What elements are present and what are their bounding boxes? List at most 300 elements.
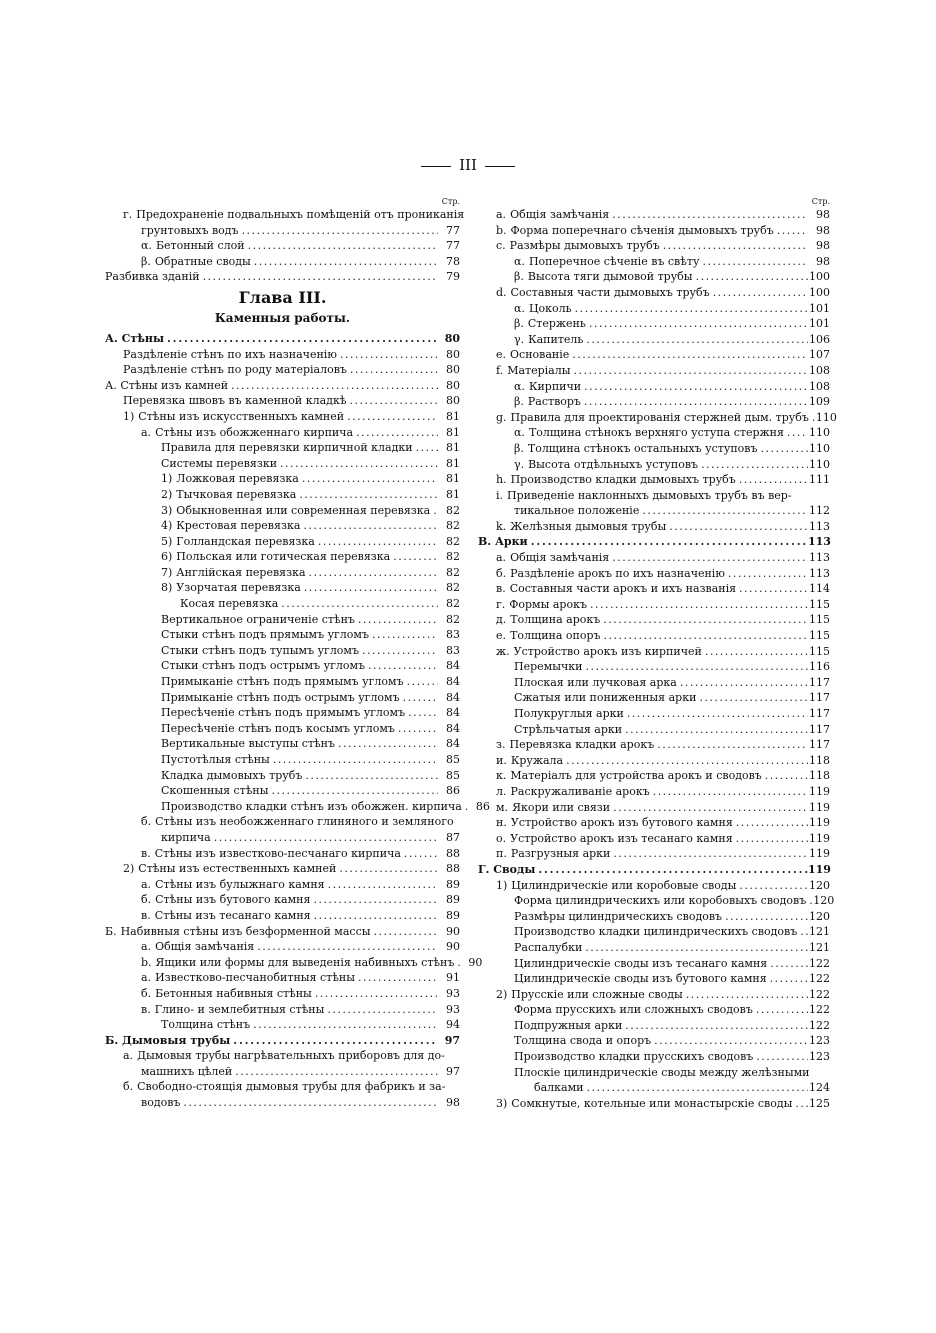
toc-leader-dots xyxy=(245,238,438,254)
toc-leader-dots xyxy=(359,643,438,659)
toc-entry-page: 122 xyxy=(809,972,830,986)
toc-entry-title: Цоколь xyxy=(528,301,572,315)
toc-entry-title: Косая перевязка xyxy=(180,597,279,611)
toc-entry[interactable] xyxy=(478,909,830,925)
toc-entry[interactable] xyxy=(105,627,460,643)
toc-leader-dots xyxy=(583,332,808,348)
toc-entry[interactable] xyxy=(105,799,490,815)
toc-entry-title: Перевязка кладки арокъ xyxy=(509,738,655,752)
toc-entry[interactable] xyxy=(478,846,830,862)
toc-entry-page: 82 xyxy=(446,612,460,626)
toc-entry-title: Производство кладки цилиндрическихъ сводовъ xyxy=(514,925,798,939)
toc-entry[interactable] xyxy=(478,347,830,363)
toc-entry-page: 101 xyxy=(809,317,830,331)
toc-entry[interactable] xyxy=(478,581,830,597)
toc-entry[interactable] xyxy=(478,550,830,566)
toc-leader-dots xyxy=(335,736,438,752)
toc-entry[interactable] xyxy=(478,394,830,410)
toc-entry-title: Производство кладки дымовыхъ трубъ xyxy=(510,473,736,487)
toc-entry-page: 98 xyxy=(816,254,830,268)
toc-entry-marker: β. xyxy=(141,254,151,268)
toc-leader-dots xyxy=(698,457,808,473)
toc-leader-dots xyxy=(600,612,808,628)
toc-leader-dots xyxy=(306,565,438,581)
toc-entry-page: 97 xyxy=(446,1064,460,1078)
toc-entry-marker: г. xyxy=(496,597,506,611)
toc-entry[interactable] xyxy=(478,301,830,317)
right-dash xyxy=(485,166,515,167)
toc-entry-title: грунтовыхъ водъ xyxy=(141,223,239,237)
toc-entry-page: 89 xyxy=(446,893,460,907)
toc-entry-marker: г. xyxy=(123,208,133,221)
toc-entry[interactable] xyxy=(105,518,460,534)
toc-entry-title: Пустотѣлыя стѣны xyxy=(161,753,270,766)
toc-entry-marker: к. xyxy=(496,769,507,783)
toc-leader-dots xyxy=(230,1033,438,1049)
toc-entry-page: 114 xyxy=(809,582,830,596)
toc-entry[interactable] xyxy=(478,768,830,784)
toc-leader-dots xyxy=(315,534,438,550)
toc-leader-dots xyxy=(654,737,808,753)
toc-entry-page: 118 xyxy=(809,753,830,767)
toc-entry-title: Правила для проектированія стержней дым. трубъ xyxy=(510,410,809,424)
toc-leader-dots xyxy=(572,301,808,317)
toc-entry[interactable] xyxy=(478,878,830,894)
toc-entry[interactable] xyxy=(105,456,460,472)
toc-entry-title: Производство кладки прусскихъ сводовъ xyxy=(514,1050,754,1064)
toc-leader-dots xyxy=(270,752,438,768)
toc-leader-dots xyxy=(722,909,808,925)
toc-entry-marker: β. xyxy=(514,395,524,409)
toc-leader-dots xyxy=(582,659,808,675)
toc-leader-dots xyxy=(405,705,438,721)
toc-entry-title: Тычковая перевязка xyxy=(176,487,297,501)
toc-entry-page: 90 xyxy=(468,955,483,969)
toc-entry-title: Крестовая перевязка xyxy=(176,519,301,533)
toc-entry-marker: д. xyxy=(496,613,507,627)
toc-entry-page: 119 xyxy=(809,847,830,861)
toc-entry-page: 117 xyxy=(809,675,830,689)
toc-leader-dots xyxy=(587,597,808,613)
toc-entry[interactable] xyxy=(478,1096,830,1112)
toc-leader-dots xyxy=(413,440,438,456)
left-dash xyxy=(421,166,451,167)
toc-entry-title: Стѣны изъ искусственныхъ камней xyxy=(138,409,345,423)
toc-entry[interactable] xyxy=(478,1033,830,1049)
toc-entry[interactable] xyxy=(478,831,830,847)
toc-entry[interactable] xyxy=(478,425,830,441)
toc-entry[interactable] xyxy=(105,596,460,612)
toc-entry-page: 80 xyxy=(444,331,460,345)
toc-entry[interactable] xyxy=(105,924,460,940)
toc-entry-page: 120 xyxy=(813,894,835,908)
toc-entry-title: Дымовыя трубы нагрѣвательныхъ приборовъ для до- xyxy=(137,1049,445,1063)
toc-entry-page: 81 xyxy=(446,456,460,470)
toc-entry[interactable] xyxy=(478,956,830,972)
toc-leader-dots xyxy=(601,628,808,644)
toc-entry-page: 84 xyxy=(446,721,460,735)
toc-entry[interactable] xyxy=(478,254,830,270)
toc-entry[interactable] xyxy=(105,612,460,628)
toc-leader-dots xyxy=(609,550,808,566)
toc-entry-title: Толщина стѣнокъ остальныхъ уступовъ xyxy=(527,441,758,455)
toc-leader-dots xyxy=(347,362,438,378)
toc-leader-dots xyxy=(792,1096,808,1112)
toc-entry[interactable] xyxy=(105,1002,460,1018)
toc-entry[interactable] xyxy=(105,736,460,752)
toc-entry[interactable] xyxy=(478,971,830,987)
toc-entry[interactable] xyxy=(478,503,830,519)
toc-leader-dots xyxy=(369,627,438,643)
toc-entry-title: Обыкновенная или современная перевязка xyxy=(176,503,431,517)
toc-entry[interactable] xyxy=(478,815,830,831)
toc-entry-title: Раскружаливаніе арокъ xyxy=(510,784,650,798)
toc-entry-marker: a. xyxy=(496,208,507,221)
toc-entry[interactable] xyxy=(478,722,830,738)
toc-entry-page: 121 xyxy=(809,940,830,954)
toc-leader-dots xyxy=(346,393,438,409)
toc-entry-page: 110 xyxy=(815,410,837,424)
toc-entry-page: 89 xyxy=(446,908,460,922)
toc-entry-page: 80 xyxy=(446,378,460,392)
toc-entry-title: Сомкнутые, котельные или монастырскіе своды xyxy=(511,1096,793,1110)
toc-right-column xyxy=(478,196,837,1111)
toc-entry[interactable] xyxy=(105,783,460,799)
toc-entry-page: 77 xyxy=(446,239,460,253)
toc-entry-title: Желѣзныя дымовыя трубы xyxy=(510,519,667,533)
toc-entry-page: 100 xyxy=(809,285,830,299)
toc-entry[interactable] xyxy=(478,1018,830,1034)
toc-entry[interactable] xyxy=(478,1080,830,1096)
toc-entry-marker: i. xyxy=(496,488,504,502)
page-number xyxy=(0,156,936,174)
page-column-label: Стр. xyxy=(811,197,830,206)
toc-entry-marker: b. xyxy=(141,955,152,969)
toc-entry-title: Толщина арокъ xyxy=(510,613,601,627)
toc-entry[interactable] xyxy=(478,488,830,504)
toc-entry-title: Матеріалъ для устройства арокъ и сводовъ xyxy=(510,769,762,783)
toc-entry[interactable] xyxy=(478,690,830,706)
toc-leader-dots xyxy=(344,409,438,425)
toc-entry-title: Раздѣленіе стѣнъ по роду матеріаловъ xyxy=(123,363,347,377)
toc-entry-title: А. Стѣны xyxy=(105,331,165,345)
toc-entry-title: Англійская перевязка xyxy=(176,565,306,579)
toc-entry-title: Стыки стѣнъ подъ острымъ угломъ xyxy=(161,659,366,673)
toc-entry-page: 120 xyxy=(809,878,830,892)
toc-entry[interactable] xyxy=(105,580,460,596)
toc-entry-page: 120 xyxy=(809,909,830,923)
toc-entry[interactable] xyxy=(105,892,460,908)
toc-entry-page: 101 xyxy=(809,301,830,315)
toc-entry-title: Общія замѣчанія xyxy=(155,940,255,954)
toc-entry[interactable] xyxy=(105,440,460,456)
toc-leader-dots xyxy=(535,862,808,878)
toc-entry-title: Поперечное сѣченіе въ свѣту xyxy=(528,254,700,268)
toc-entry[interactable] xyxy=(478,269,830,285)
toc-entry-page: 82 xyxy=(446,534,460,548)
toc-entry[interactable] xyxy=(105,269,460,285)
toc-entry-marker: з. xyxy=(496,738,506,752)
toc-entry-marker: 8) xyxy=(161,581,173,595)
toc-entry[interactable] xyxy=(105,565,460,581)
toc-entry[interactable] xyxy=(105,471,460,487)
toc-entry[interactable] xyxy=(105,658,460,674)
toc-entry-title: Размѣры дымовыхъ трубъ xyxy=(509,239,660,253)
toc-entry[interactable] xyxy=(478,862,830,878)
toc-entry-page: 81 xyxy=(446,441,460,455)
toc-entry-title: Прусскіе или сложные своды xyxy=(511,987,683,1001)
toc-entry-marker: и. xyxy=(496,753,507,767)
toc-entry-title: Устройство арокъ изъ бутового камня xyxy=(510,816,733,830)
toc-entry-marker: б. xyxy=(123,1080,134,1094)
toc-entry[interactable] xyxy=(105,861,460,877)
toc-entry-title: Разбивка зданій xyxy=(105,270,200,284)
toc-entry[interactable] xyxy=(105,908,460,924)
toc-entry[interactable] xyxy=(105,1064,460,1080)
toc-entry[interactable] xyxy=(105,207,465,223)
toc-entry[interactable] xyxy=(478,332,830,348)
toc-entry[interactable] xyxy=(105,846,460,862)
toc-entry-page: 124 xyxy=(809,1081,830,1095)
toc-entry[interactable] xyxy=(105,362,460,378)
toc-entry[interactable] xyxy=(478,379,830,395)
toc-entry[interactable] xyxy=(105,425,460,441)
toc-leader-dots xyxy=(581,379,808,395)
toc-entry[interactable] xyxy=(105,721,460,737)
toc-entry-marker: 5) xyxy=(161,534,173,548)
toc-leader-dots xyxy=(762,768,808,784)
toc-entry-marker: a. xyxy=(141,971,152,985)
toc-entry-page: 112 xyxy=(809,504,830,518)
toc-entry[interactable] xyxy=(478,612,830,628)
toc-entry-marker: е. xyxy=(496,629,507,643)
toc-entry-page: 90 xyxy=(446,940,460,954)
toc-entry-title: Польская или готическая перевязка xyxy=(176,550,391,564)
toc-entry[interactable] xyxy=(478,410,837,426)
toc-entry-page: 98 xyxy=(816,208,830,221)
toc-entry[interactable] xyxy=(105,830,460,846)
toc-entry-page: 81 xyxy=(446,472,460,486)
toc-entry[interactable] xyxy=(478,363,830,379)
toc-entry-page: 80 xyxy=(446,394,460,408)
toc-entry[interactable] xyxy=(105,939,460,955)
toc-entry[interactable] xyxy=(105,331,460,347)
toc-entry-page: 97 xyxy=(444,1033,460,1047)
toc-entry-title: Обратные своды xyxy=(154,254,251,268)
toc-entry[interactable] xyxy=(478,893,835,909)
toc-entry-page: 108 xyxy=(809,379,830,393)
toc-entry-marker: α. xyxy=(514,301,525,315)
toc-entry-page: 86 xyxy=(446,784,460,798)
toc-entry-page: 115 xyxy=(809,597,830,611)
toc-leader-dots xyxy=(610,800,808,816)
toc-entry-page: 82 xyxy=(446,503,460,517)
toc-leader-dots xyxy=(624,706,808,722)
toc-leader-dots xyxy=(302,768,438,784)
toc-leader-dots xyxy=(702,644,808,660)
toc-entry[interactable] xyxy=(478,207,830,223)
toc-entry[interactable] xyxy=(105,378,460,394)
toc-entry-title: Формы арокъ xyxy=(509,597,587,611)
toc-entry[interactable] xyxy=(105,1095,460,1111)
toc-entry[interactable] xyxy=(478,238,830,254)
toc-entry-title: Стѣны изъ известково-песчанаго кирпича xyxy=(154,846,401,860)
toc-entry-title: Узорчатая перевязка xyxy=(176,581,301,595)
toc-entry-title: Стѣны изъ необожженнаго глиняного и земляного xyxy=(155,815,454,829)
toc-entry-title: Примыканіе стѣнъ подъ прямымъ угломъ xyxy=(161,675,404,689)
toc-entry-title: тикальное положеніе xyxy=(514,504,640,518)
toc-entry-page: 84 xyxy=(446,737,460,751)
toc-entry[interactable] xyxy=(478,1065,830,1081)
toc-leader-dots xyxy=(586,316,808,332)
toc-entry[interactable] xyxy=(105,705,460,721)
toc-entry[interactable] xyxy=(478,924,830,940)
toc-entry-title: Кладка дымовыхъ трубъ xyxy=(161,768,303,782)
toc-entry[interactable] xyxy=(105,347,460,363)
toc-entry[interactable] xyxy=(105,955,483,971)
toc-entry-title: Плоскіе цилиндрическіе своды между желѣзными xyxy=(514,1065,810,1079)
toc-entry-page: 85 xyxy=(446,753,460,766)
toc-entry-page: 79 xyxy=(446,270,460,284)
toc-entry-page: 109 xyxy=(809,395,830,409)
toc-entry[interactable] xyxy=(478,940,830,956)
toc-entry[interactable] xyxy=(105,970,460,986)
toc-entry-page: 81 xyxy=(446,409,460,423)
toc-entry[interactable] xyxy=(105,254,460,270)
toc-entry[interactable] xyxy=(105,643,460,659)
toc-entry-marker: 3) xyxy=(496,1096,508,1110)
toc-entry-title: Размѣры цилиндрическихъ сводовъ xyxy=(514,909,723,923)
toc-entry[interactable] xyxy=(105,393,460,409)
toc-entry[interactable] xyxy=(478,597,830,613)
toc-entry[interactable] xyxy=(478,534,830,550)
toc-leader-dots xyxy=(757,441,808,457)
toc-entry[interactable] xyxy=(478,753,830,769)
toc-entry[interactable] xyxy=(105,752,460,768)
toc-entry-title: Стѣны изъ булыжнаго камня xyxy=(155,877,325,891)
toc-entry-title: Форма поперечнаго сѣченія дымовыхъ трубъ xyxy=(510,223,774,237)
toc-entry[interactable] xyxy=(478,784,830,800)
toc-leader-dots xyxy=(232,1064,438,1080)
toc-entry[interactable] xyxy=(105,674,460,690)
toc-entry[interactable] xyxy=(105,534,460,550)
toc-entry[interactable] xyxy=(478,800,830,816)
toc-entry-page: 89 xyxy=(446,877,460,891)
toc-entry-title: Стержень xyxy=(527,317,586,331)
toc-entry[interactable] xyxy=(105,238,460,254)
toc-leader-dots xyxy=(584,1080,809,1096)
toc-leader-dots xyxy=(365,658,438,674)
toc-entry[interactable] xyxy=(478,644,830,660)
toc-entry-title: Матеріалы xyxy=(507,363,571,377)
toc-entry-title: Распалубки xyxy=(514,940,583,954)
toc-entry[interactable] xyxy=(478,675,830,691)
toc-entry-title: Разгрузныя арки xyxy=(510,847,611,861)
toc-entry-marker: а. xyxy=(496,551,507,565)
toc-entry[interactable] xyxy=(478,285,830,301)
toc-entry[interactable] xyxy=(105,1079,460,1095)
toc-entry-title: Раздѣленіе арокъ по ихъ назначенію xyxy=(510,566,725,580)
toc-entry-title: Основаніе xyxy=(510,348,570,362)
toc-entry-page: 83 xyxy=(446,643,460,657)
toc-entry[interactable] xyxy=(478,316,830,332)
toc-entry[interactable] xyxy=(478,659,830,675)
toc-entry-page: 123 xyxy=(809,1050,830,1064)
toc-entry[interactable] xyxy=(478,987,830,1003)
toc-entry-title: Высота тяги дымовой трубы xyxy=(527,270,693,284)
toc-entry-page: 78 xyxy=(446,254,460,268)
toc-entry-marker: н. xyxy=(496,816,507,830)
toc-entry-title: Полукруглыя арки xyxy=(514,707,624,720)
toc-entry-marker: α. xyxy=(514,426,525,440)
toc-entry[interactable] xyxy=(105,549,460,565)
toc-entry-page: 117 xyxy=(809,738,830,752)
toc-entry[interactable] xyxy=(105,1033,460,1049)
toc-leader-dots xyxy=(767,956,808,972)
toc-leader-dots xyxy=(355,612,438,628)
toc-entry-page: 85 xyxy=(446,768,460,782)
toc-entry[interactable] xyxy=(478,472,830,488)
toc-entry[interactable] xyxy=(478,737,830,753)
toc-entry[interactable] xyxy=(105,503,460,519)
toc-entry-title: А. Стѣны изъ камней xyxy=(105,378,229,392)
toc-entry[interactable] xyxy=(478,457,830,473)
toc-entry[interactable] xyxy=(105,487,460,503)
chapter-heading: Глава III. xyxy=(238,287,327,307)
toc-entry-marker: а. xyxy=(141,877,152,891)
toc-entry-marker: e. xyxy=(496,348,507,362)
toc-entry[interactable] xyxy=(105,814,460,830)
toc-entry[interactable] xyxy=(478,628,830,644)
toc-leader-dots xyxy=(239,223,438,239)
toc-leader-dots xyxy=(300,518,438,534)
toc-entry-marker: а. xyxy=(141,425,152,439)
toc-entry[interactable] xyxy=(478,706,830,722)
toc-entry[interactable] xyxy=(105,690,460,706)
toc-entry-title: Цилиндрическіе своды изъ бутового камня xyxy=(514,972,767,986)
toc-leader-dots xyxy=(699,254,808,270)
toc-entry-title: Примыканіе стѣнъ подъ острымъ угломъ xyxy=(161,690,400,704)
toc-entry[interactable] xyxy=(478,441,830,457)
toc-leader-dots xyxy=(570,363,808,379)
toc-entry-title: Стѣны изъ бутового камня xyxy=(155,893,311,907)
toc-entry-marker: k. xyxy=(496,519,507,533)
toc-entry[interactable] xyxy=(105,1048,460,1064)
toc-entry-page: 115 xyxy=(809,613,830,627)
toc-entry[interactable] xyxy=(478,566,830,582)
toc-entry[interactable] xyxy=(478,1002,830,1018)
toc-entry[interactable] xyxy=(478,519,830,535)
toc-leader-dots xyxy=(401,846,438,862)
page-number-text: III xyxy=(459,156,477,174)
toc-entry[interactable] xyxy=(105,768,460,784)
toc-entry[interactable] xyxy=(478,1049,830,1065)
toc-leader-dots xyxy=(324,1002,438,1018)
toc-entry[interactable] xyxy=(105,409,460,425)
toc-entry-title: Голландская перевязка xyxy=(176,534,315,548)
toc-entry-title: Устройство арокъ изъ тесанаго камня xyxy=(510,831,733,845)
toc-entry-page: 86 xyxy=(475,799,490,813)
toc-entry-title: Цилиндрическіе или коробовые своды xyxy=(511,878,737,892)
toc-entry[interactable] xyxy=(105,223,460,239)
toc-entry[interactable] xyxy=(105,877,460,893)
toc-entry[interactable] xyxy=(105,1017,460,1033)
toc-entry[interactable] xyxy=(478,223,830,239)
toc-leader-dots xyxy=(278,596,438,612)
toc-entry[interactable] xyxy=(105,986,460,1002)
toc-entry-title: Ящики или формы для выведенія набивныхъ стѣнъ xyxy=(155,955,455,969)
toc-entry-page: 93 xyxy=(446,1002,460,1016)
